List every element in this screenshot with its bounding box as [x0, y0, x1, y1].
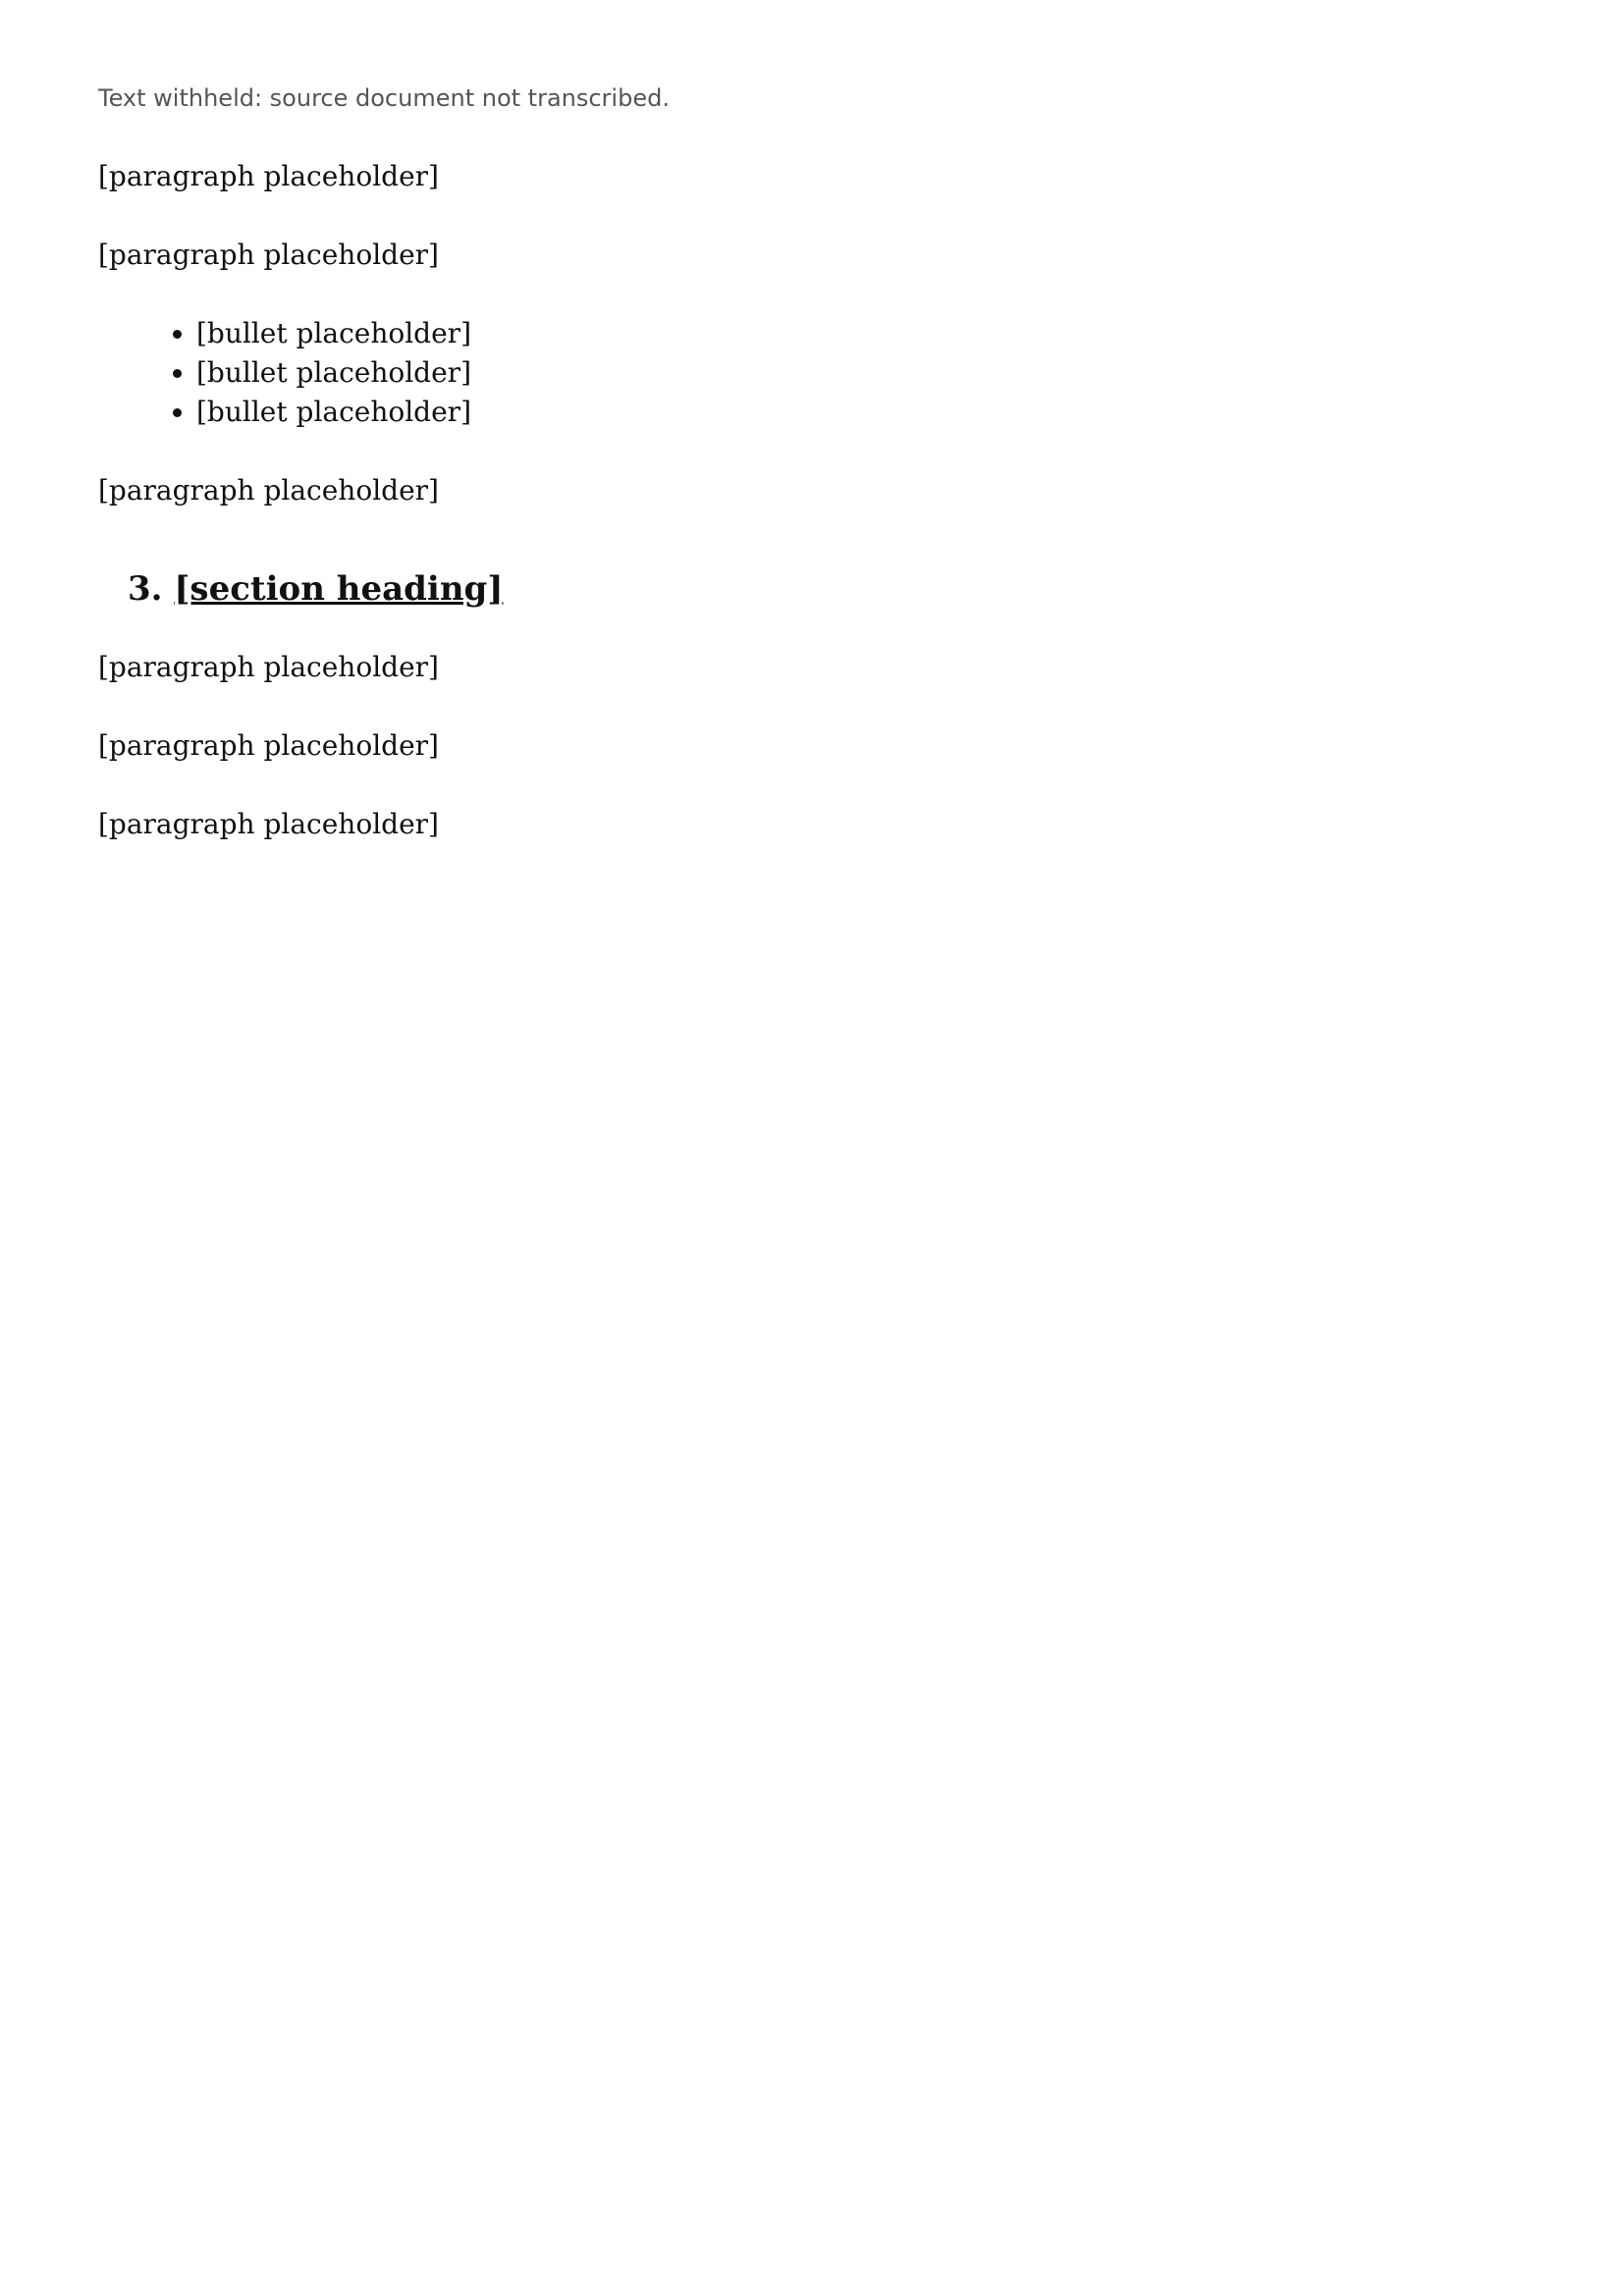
bullet-list	[98, 314, 1532, 432]
paragraph: [paragraph placeholder]	[98, 729, 439, 762]
section-number: 3.	[128, 569, 163, 609]
paragraph: [paragraph placeholder]	[98, 474, 439, 507]
list-item: • [bullet placeholder]	[196, 353, 1532, 393]
document-page	[98, 79, 1532, 883]
list-item: • [bullet placeholder]	[196, 393, 1532, 432]
paragraph: [paragraph placeholder]	[98, 808, 439, 840]
paragraph: [paragraph placeholder]	[98, 239, 439, 271]
notice: Text withheld: source document not transcribed.	[98, 84, 670, 112]
section-title: [section heading]	[174, 569, 504, 609]
paragraph: [paragraph placeholder]	[98, 160, 439, 192]
paragraph: [paragraph placeholder]	[98, 651, 439, 683]
list-item: • [bullet placeholder]	[196, 314, 1532, 353]
section-heading	[128, 569, 1532, 609]
